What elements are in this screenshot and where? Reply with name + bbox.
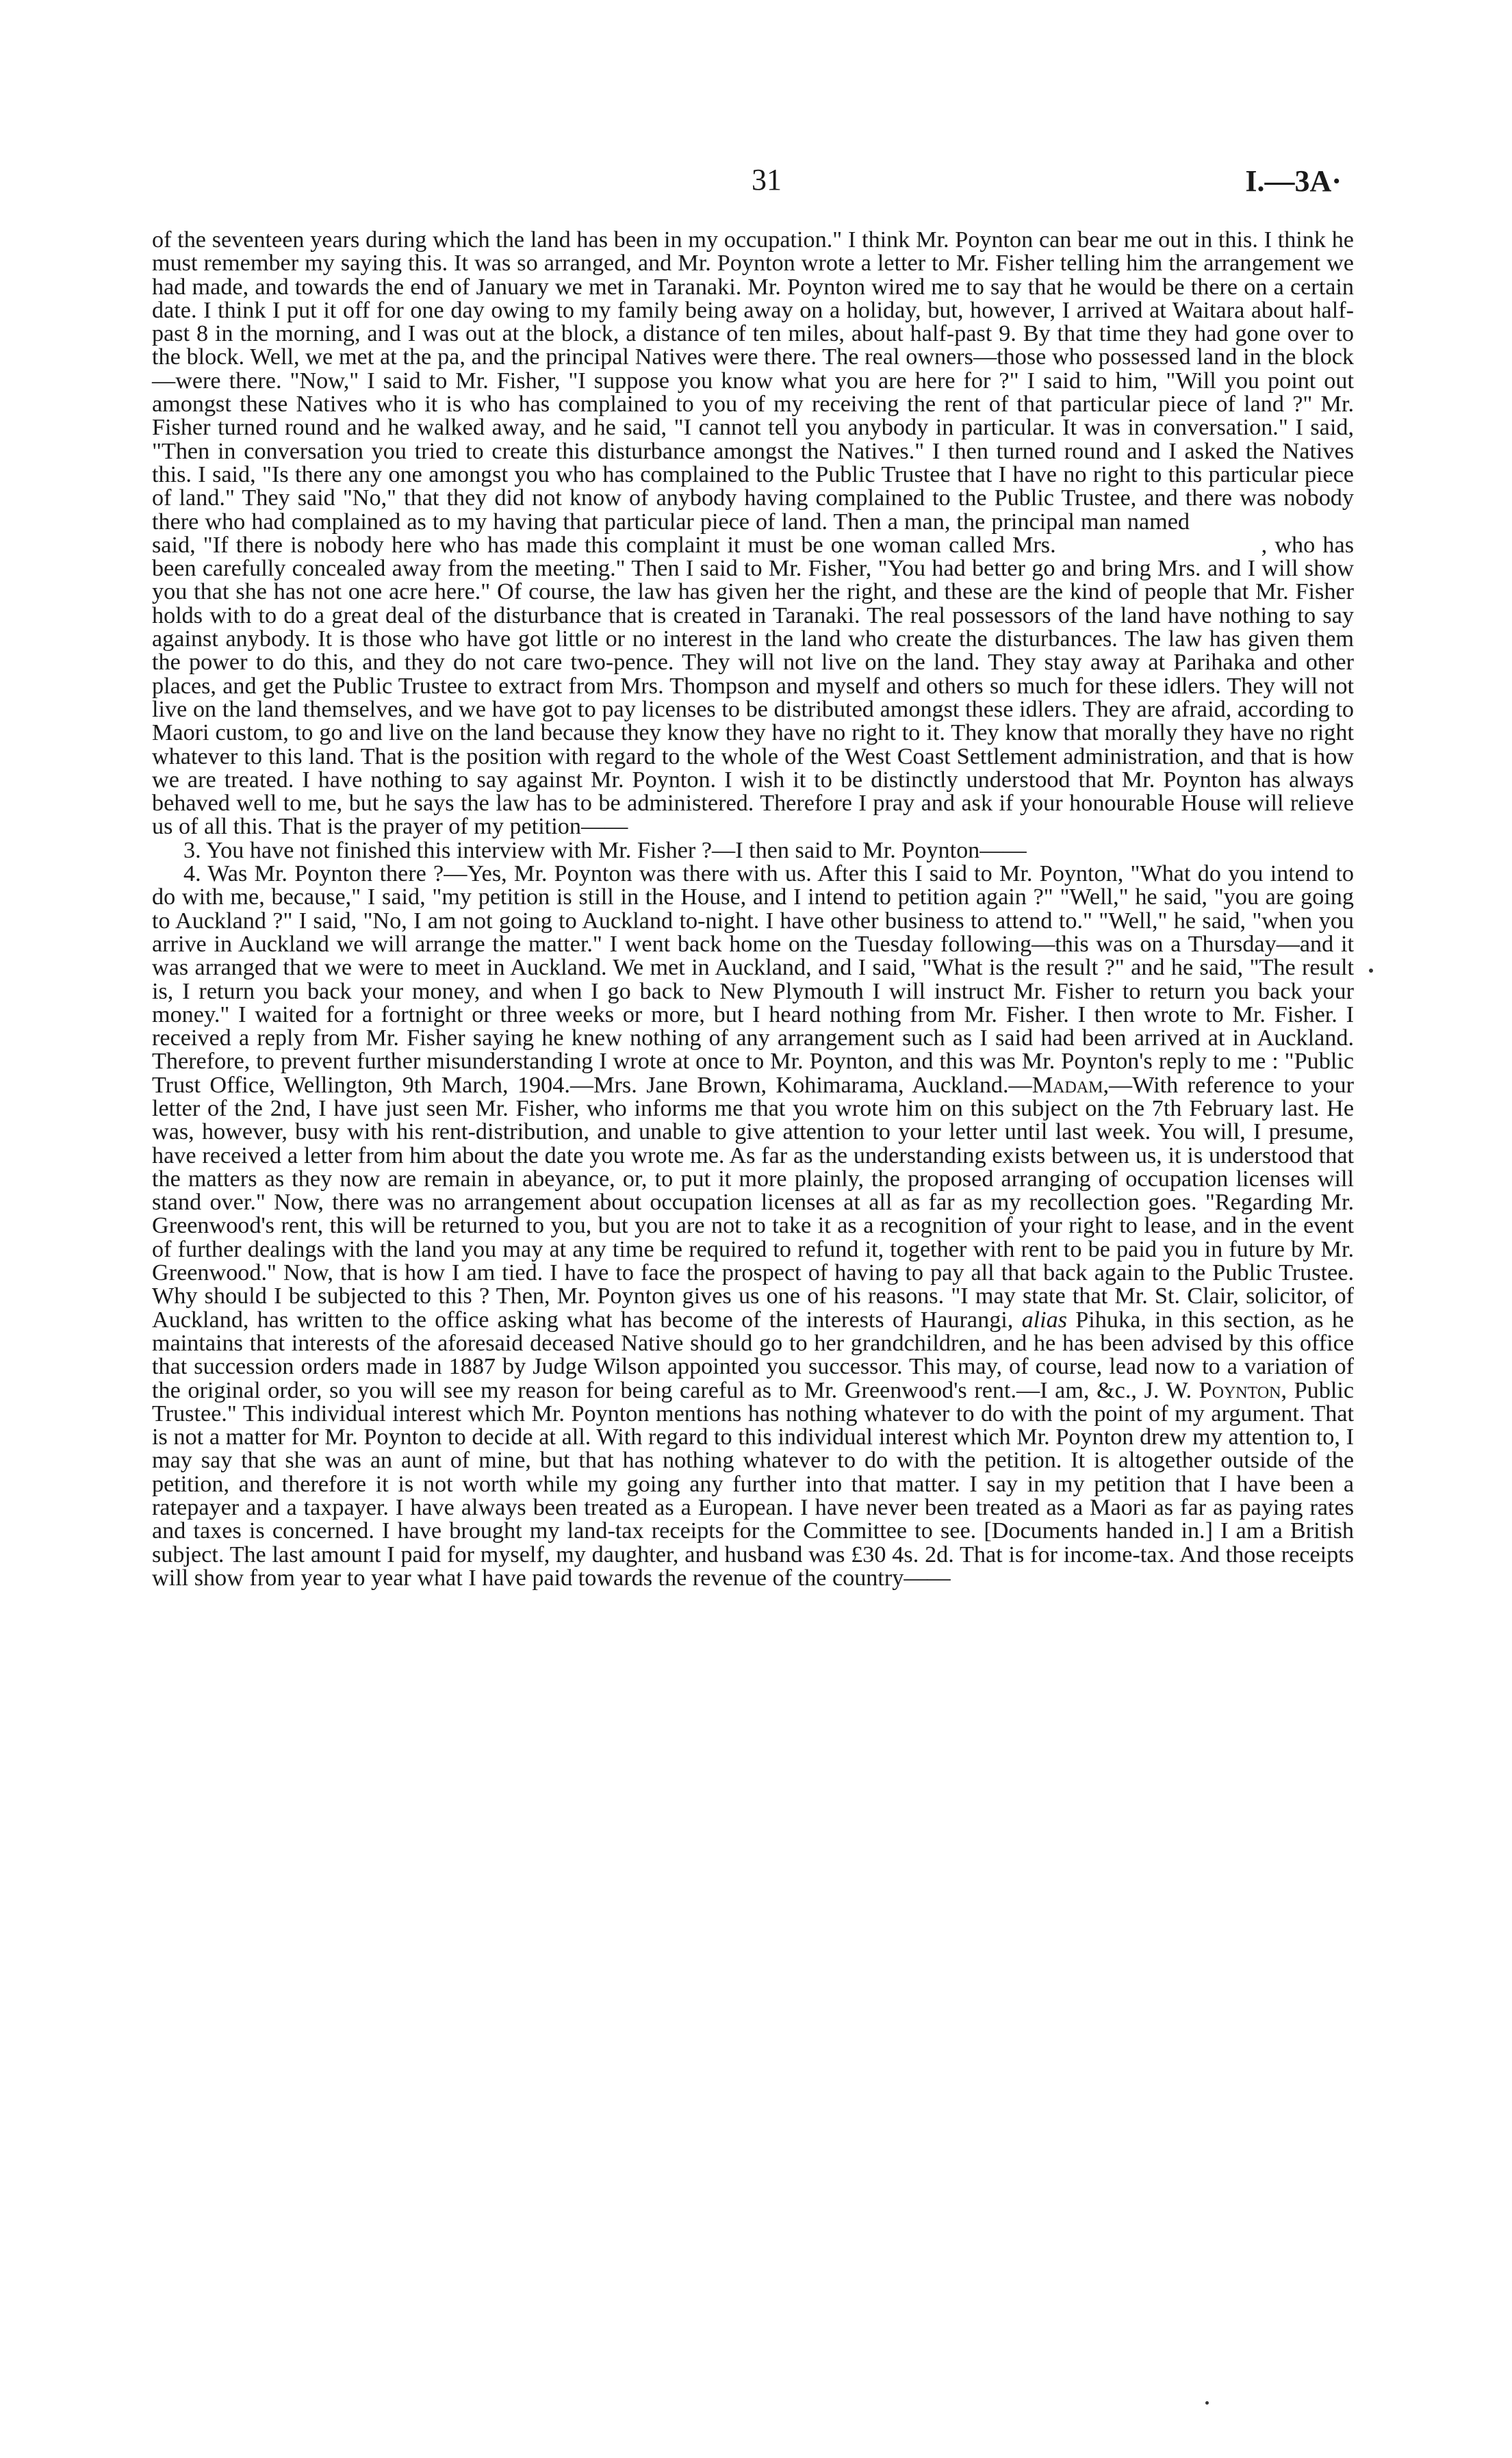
paragraph-text: said, "If there is nobody here who has made this complaint it must be one woman called Mrs. [152,532,1056,558]
paragraph-text: , who has been carefully concealed away from the meeting." Then I said to Mr. Fisher, "You had better go and bring Mrs. and I will show you that she has not one acre here." Of course, the law has given her the right, and these are the kind of people that Mr. Fisher holds with to do a great deal of the disturbance that is created in Taranaki. The real possessors of the land have nothing to say against anybody. It is those who have got little or no interest in the land who create the disturbances. The law has given them the power to do this, and they do not care two-pence. They will not live on the land. They stay away at Parihaka and other places, and get the Public Trustee to extract from Mrs. Thompson and myself and others so much for these idlers. They will not live on the land themselves, and we have got to pay licenses to be distributed amongst these idlers. They are afraid, according to Maori custom, to go and live on the land because they know they have no right to it. They know that morally they have no right whatever to this land. That is the position with regard to the whole of the West Coast Settlement administration, and that is how we are treated. I have nothing to say against Mr. Poynton. I wish it to be distinctly understood that Mr. Poynton has always behaved well to me, but he says the law has to be administered. Therefore I pray and ask if your honourable House will relieve us of all this. That is the prayer of my petition—— [152,532,1354,840]
paragraph-text: ,—With reference to your letter of the 2nd, I have just seen Mr. Fisher, who informs me that you wrote him on this subject on the 7th February last. He was, however, busy with his rent-distribution, and unable to give attention to your letter until last week. You will, I presume, have received a letter from him about the date you wrote me. As far as the understanding exists between us, it is understood that the matters as they now are remain in abeyance, or, to put it more plainly, the proposed arranging of occupation licenses will stand over." Now, there was no arrangement about occupation licenses at all as far as my recollection goes. "Regarding Mr. Greenwood's rent, this will be returned to you, but you are not to take it as a recognition of your right to lease, and in the event of further dealings with the land you may at any time be required to refund it, together with rent to be paid you in future by Mr. Greenwood." Now, that is how I am tied. I have to face the prospect of having to pay all that back again to the Public Trustee. Why should I be subjected to this ? Then, Mr. Poynton gives us one of his reasons. "I may state that Mr. St. Clair, solicitor, of Auckland, has written to the office asking what has become of the interests of Haurangi, [152,1072,1354,1333]
paragraph-text: 4. Was Mr. Poynton there ?—Yes, Mr. Poynton was there with us. After this I said to Mr. Poynton, "What do you intend to do with me, because," I said, "my petition is still in the House, and I intend to petition again ?" "Well," he said, "you are going to Auckland ?" I said, "No, I am not going to Auckland to-night. I have other business to attend to." "Well," he said, "when you arrive in Auckland we will arrange the matter." I went back home on the Tuesday following—this was on a Thursday—and it was arranged that we were to meet in Auckland. We met in Auckland, and I said, "What is the result ?" and he said, "The result is, I return you back your money, and when I go back to New Plymouth I will instruct Mr. Fisher to return you back your money." I waited for a fortnight or three weeks or more, but I heard nothing from Mr. Fisher. I then wrote to Mr. Fisher. I received a reply from Mr. Fisher saying he knew nothing of any arrangement such as I said had been arrived at in Auckland. Therefore, to prevent further misunderstanding I wrote at once to Mr. Poynton, and this was Mr. Poynton's reply to me : "Public Trust Office, Wellington, 9th March, 1904.—Mrs. Jane Brown, Kohimarama, Auckland.— [152,861,1354,1098]
body-text [152,229,1354,1590]
paragraph-text: , Public Trustee." This individual interest which Mr. Poynton mentions has nothing whatever to do with the point of my argument. That is not a matter for Mr. Poynton to decide at all. With regard to this individual interest which Mr. Poynton drew my attention to, I may say that she was an aunt of mine, but that has nothing whatever to do with the petition. It is altogether outside of the petition, and therefore it is not worth while my going any further into that matter. I say in my petition that I have been a ratepayer and a taxpayer. I have always been treated as a European. I have never been treated as a Maori as far as paying rates and taxes is concerned. I have brought my land-tax receipts for the Committee to see. [Documents handed in.] I am a British subject. The last amount I paid for myself, my daughter, and husband was £30 4s. 2d. That is for income-tax. And those receipts will show from year to year what I have paid towards the revenue of the country—— [152,1377,1355,1591]
paragraph-text: of the seventeen years during which the land has been in my occupation." I think Mr. Poynton can bear me out in this. I think he must remember my saying this. It was so arranged, and Mr. Poynton wrote a letter to Mr. Fisher telling him the arrangement we had made, and towards the end of January we met in Taranaki. Mr. Poynton wired me to say that he would be there on a certain date. I think I put it off for one day owing to my family being away on a holiday, but, however, I arrived at Waitara about half-past 8 in the morning, and I was out at the block, a distance of ten miles, about half-past 9. By that time they had gone over to the block. Well, we met at the pa, and the principal Natives were there. The real owners—those who possessed land in the block—were there. "Now," I said to Mr. Fisher, "I suppose you know what you are here for ?" I said to him, "Will you point out amongst these Natives who it is who has complained to you of my receiving the rent of that particular piece of land ?" Mr. Fisher turned round and he walked away, and he said, "I cannot tell you anybody in particular. It was in conversation." I said, "Then in conversation you tried to create this disturbance amongst the Natives." I then turned round and I asked the Natives this. I said, "Is there any one amongst you who has complained to the Public Trustee that I have no right to this particular piece of land." They said "No," that they did not know of anybody having complained to the Public Trustee, and there was nobody there who had complained as to my having that particular piece of land. Then a man, the principal man named [152,227,1354,535]
signatory-name: Poynton [1199,1377,1281,1403]
paragraph-continuation [152,229,1354,839]
print-speck [1369,969,1373,973]
paragraph-question-3: 3. You have not finished this interview with Mr. Fisher ?—I then said to Mr. Poynton—— [183,837,1027,863]
page-number: 31 [752,163,782,196]
paragraph-question-4 [152,862,1354,1590]
italic-term: alias [1021,1307,1068,1333]
print-speck [1205,2401,1209,2405]
salutation: Madam [1032,1072,1103,1098]
paragraph-text: Pihuka, in this section, as he maintains that interests of the aforesaid deceased Native should go to her grandchildren, and he has been advised by this office that succession orders made in 1887 by Judge Wilson appointed you successor. This may, of course, lead now to a variation of the original order, so you will see my reason for being careful as to Mr. Greenwood's rent.—I am, &c., J. W. [152,1307,1354,1403]
document-reference: I.—3A· [1245,164,1342,198]
